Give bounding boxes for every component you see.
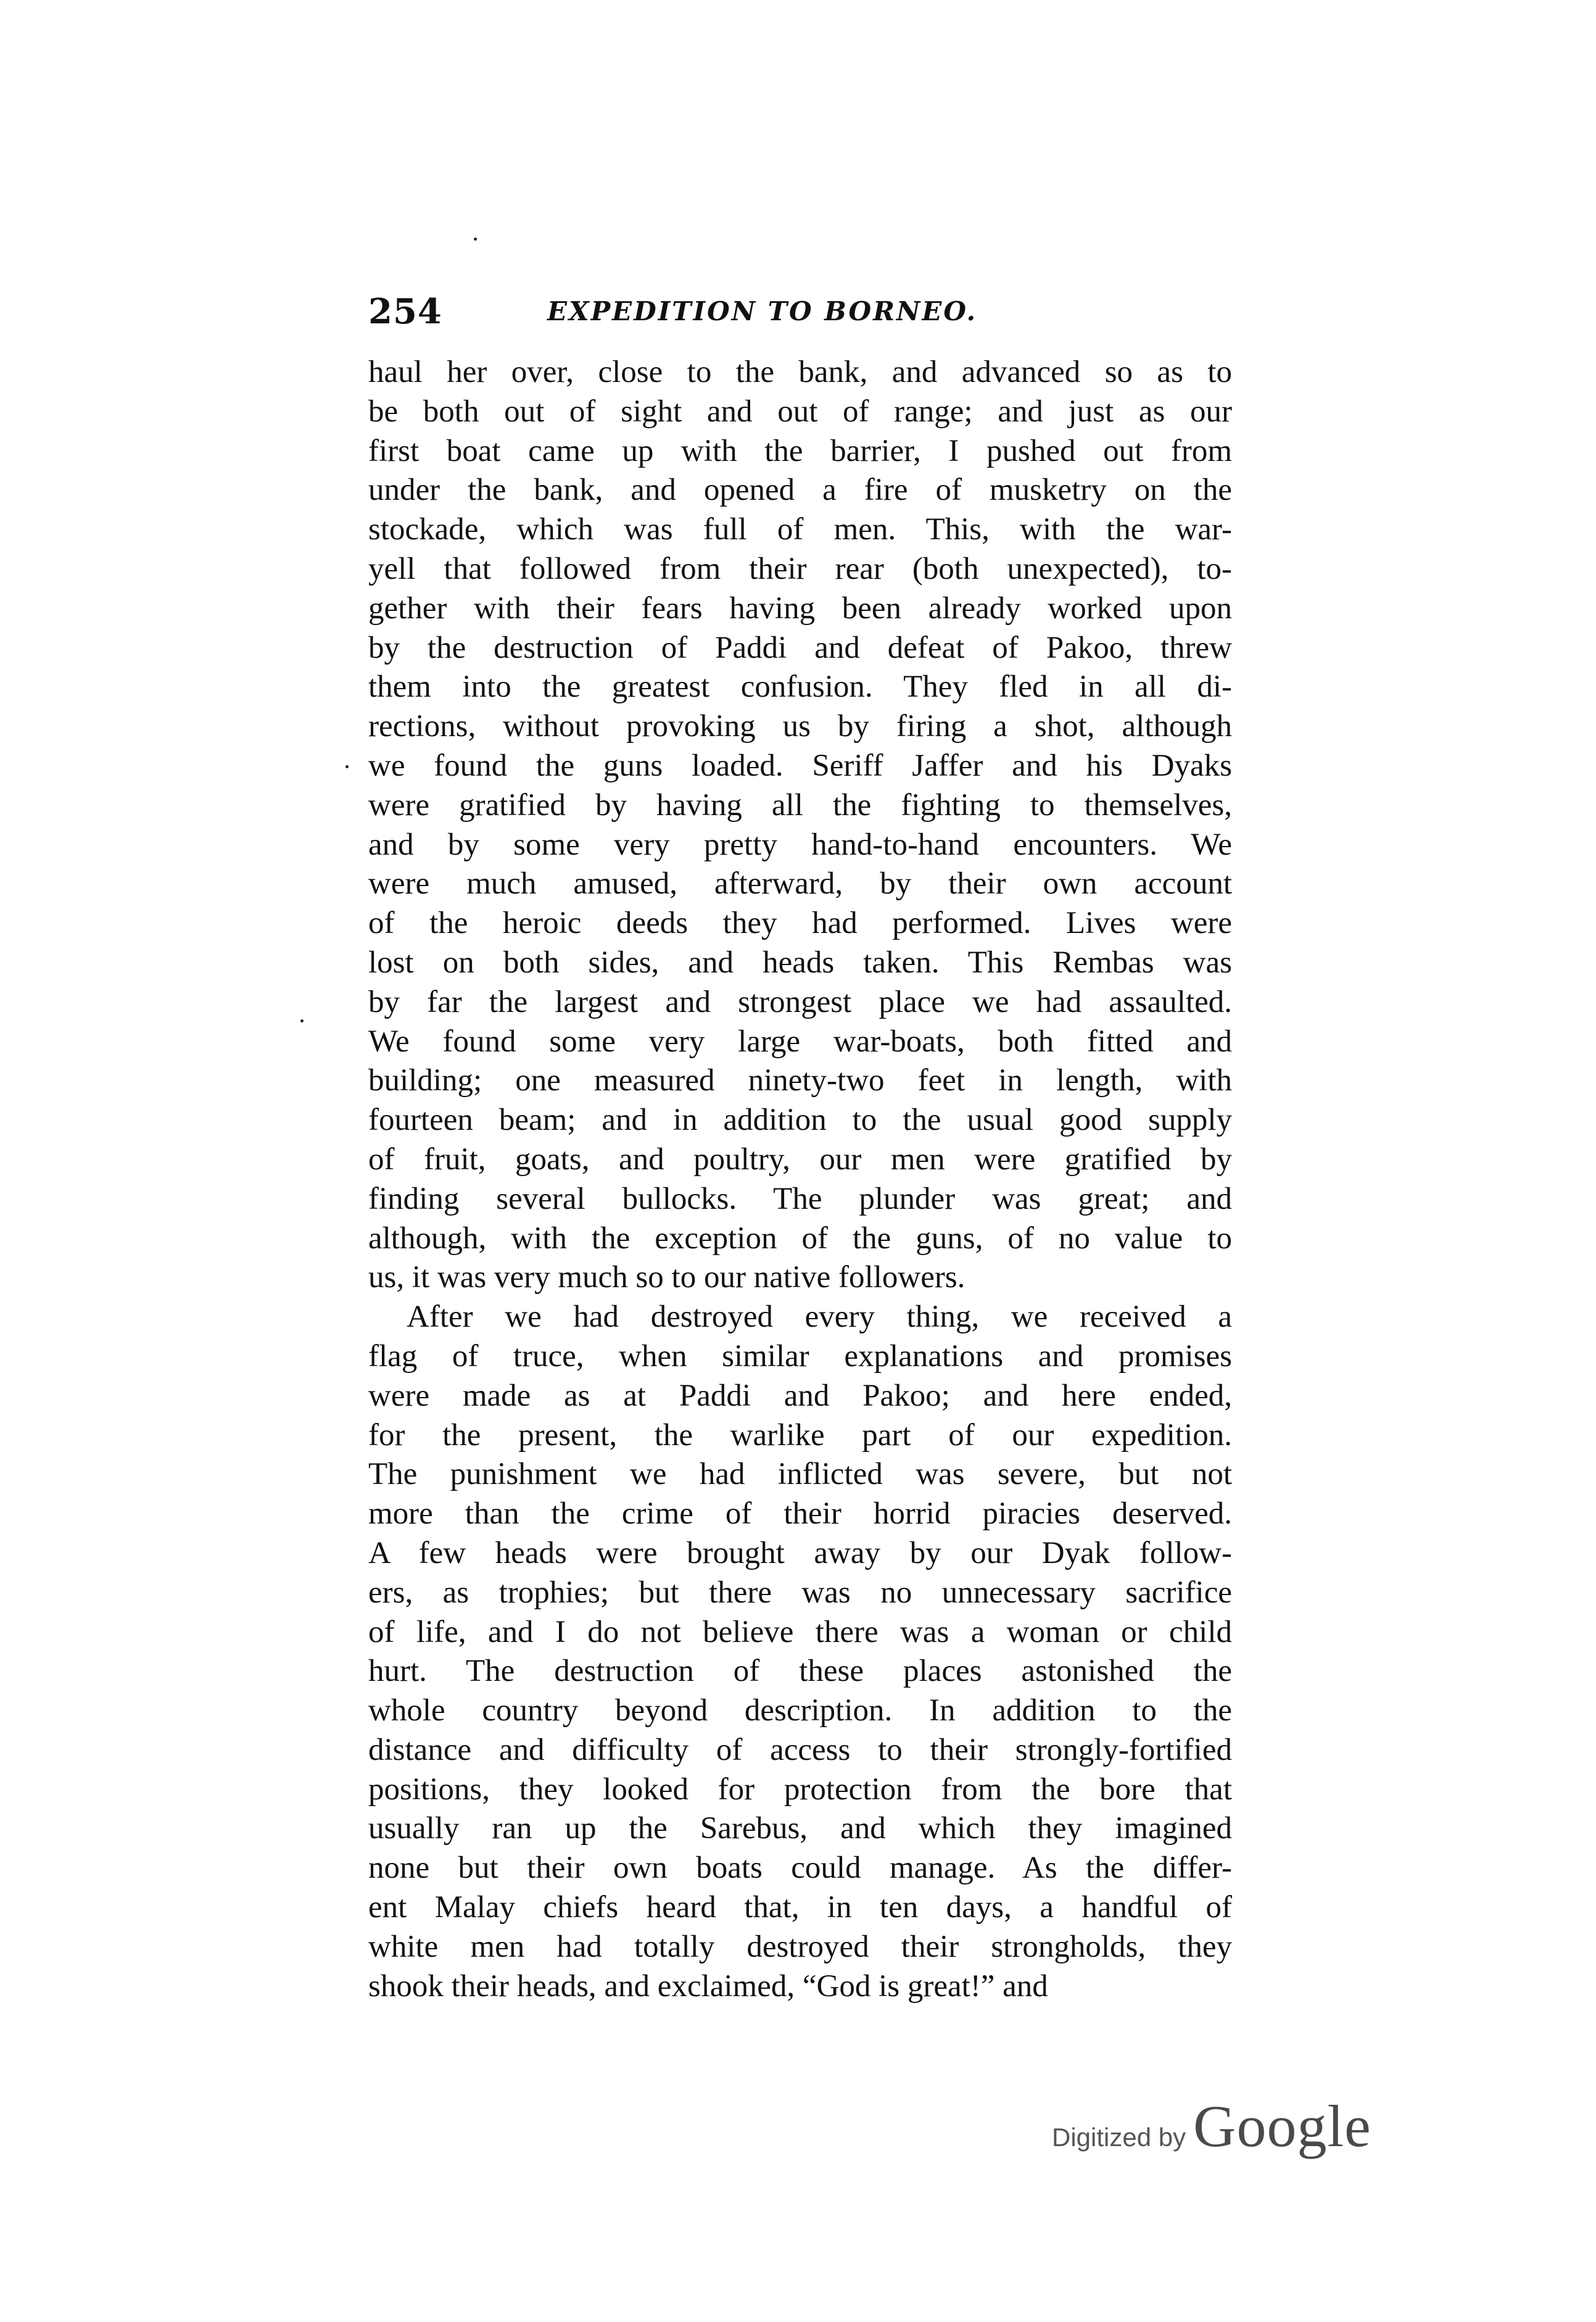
text-line: hurt. The destruction of these places astonished the: [368, 1654, 1232, 1689]
text-line: stockade, which was full of men. This, with the war-: [368, 512, 1232, 547]
text-line: were much amused, afterward, by their own account: [368, 866, 1232, 902]
text-line: A few heads were brought away by our Dyak follow-: [368, 1535, 1232, 1570]
text-line: we found the guns loaded. Seriff Jaffer and his Dyaks: [368, 748, 1232, 783]
body-text: [368, 353, 1232, 2006]
text-line: first boat came up with the barrier, I pushed out from: [368, 433, 1232, 468]
text-line: fourteen beam; and in addition to the usual good supply: [368, 1103, 1232, 1138]
paragraph: [368, 1298, 1232, 2006]
text-line: yell that followed from their rear (both unexpected), to-: [368, 551, 1232, 586]
running-title: EXPEDITION TO BORNEO.: [547, 296, 978, 326]
text-line: for the present, the warlike part of our expedition.: [368, 1417, 1232, 1453]
text-line: were gratified by having all the fighting to themselves,: [368, 787, 1232, 823]
digitized-label: Digitized by: [1052, 2123, 1186, 2152]
text-line: gether with their fears having been already worked upon: [368, 591, 1232, 626]
text-line: The punishment we had inflicted was severe, but not: [368, 1457, 1232, 1492]
print-speck: [300, 1019, 304, 1022]
text-line: and by some very pretty hand-to-hand encounters. We: [368, 827, 1232, 862]
text-line: usually ran up the Sarebus, and which they imagined: [368, 1811, 1232, 1846]
text-line: were made as at Paddi and Pakoo; and here ended,: [368, 1378, 1232, 1413]
text-line: rections, without provoking us by firing a shot, although: [368, 709, 1232, 744]
text-line: flag of truce, when similar explanations and promises: [368, 1338, 1232, 1374]
paragraph: [368, 353, 1232, 1298]
text-line: haul her over, close to the bank, and advanced so as to: [368, 355, 1232, 389]
text-line: After we had destroyed every thing, we received a: [407, 1300, 1232, 1335]
text-line: by the destruction of Paddi and defeat of Pakoo, threw: [368, 630, 1232, 665]
text-line: under the bank, and opened a fire of musketry on the: [368, 473, 1232, 508]
text-line: by far the largest and strongest place we had assaulted.: [368, 984, 1232, 1019]
page-header: [368, 287, 1232, 342]
print-speck: [474, 238, 477, 241]
text-line: lost on both sides, and heads taken. This Rembas was: [368, 945, 1232, 980]
text-line: of life, and I do not believe there was a woman or child: [368, 1614, 1232, 1649]
text-line: shook their heads, and exclaimed, “God is great!” and: [368, 1968, 1048, 2004]
text-line: of fruit, goats, and poultry, our men were gratified by: [368, 1142, 1232, 1177]
text-line: whole country beyond description. In addition to the: [368, 1693, 1232, 1728]
text-line: although, with the exception of the guns, of no value to: [368, 1221, 1232, 1256]
text-line: We found some very large war-boats, both fitted and: [368, 1024, 1232, 1059]
text-line: none but their own boats could manage. As the differ-: [368, 1851, 1232, 1886]
text-line: positions, they looked for protection from the bore that: [368, 1772, 1232, 1807]
text-line: them into the greatest confusion. They fled in all di-: [368, 670, 1232, 705]
text-line: us, it was very much so to our native followers.: [368, 1260, 965, 1295]
text-line: white men had totally destroyed their strongholds, they: [368, 1929, 1232, 1964]
page-number: 254: [368, 291, 442, 332]
text-line: be both out of sight and out of range; and just as our: [368, 394, 1232, 429]
text-line: ers, as trophies; but there was no unnecessary sacrifice: [368, 1575, 1232, 1610]
text-line: building; one measured ninety-two feet in length, with: [368, 1063, 1232, 1098]
digitized-watermark: [1052, 2092, 1371, 2159]
text-line: finding several bullocks. The plunder was great; and: [368, 1181, 1232, 1216]
text-line: more than the crime of their horrid piracies deserved.: [368, 1496, 1232, 1532]
print-speck: [345, 765, 349, 768]
text-line: distance and difficulty of access to their strongly-fortified: [368, 1732, 1232, 1767]
google-logo: Google: [1193, 2093, 1371, 2159]
text-line: ent Malay chiefs heard that, in ten days, a handful of: [368, 1890, 1232, 1925]
text-line: of the heroic deeds they had performed. Lives were: [368, 906, 1232, 941]
